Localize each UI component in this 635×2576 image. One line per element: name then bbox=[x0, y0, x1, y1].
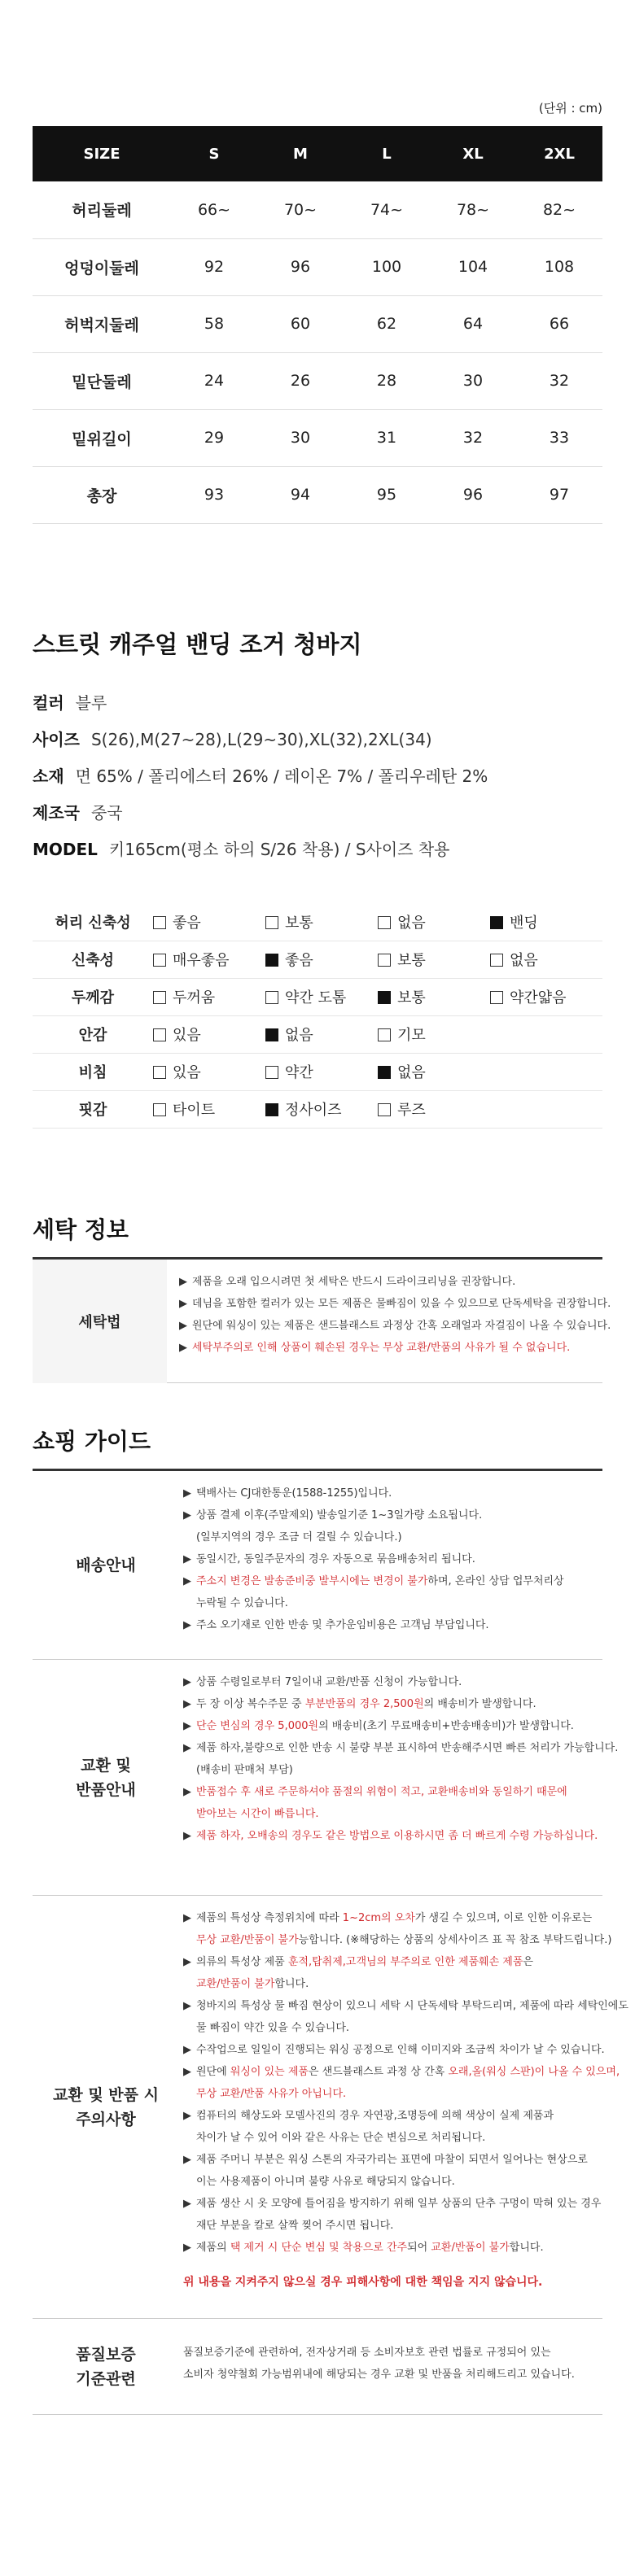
measurement-value: 62 bbox=[344, 295, 430, 352]
table-row bbox=[33, 181, 602, 238]
guide-label-line: 교환 및 반품 시 bbox=[53, 2085, 159, 2104]
info-text: 제품을 오래 입으시려면 첫 세탁은 반드시 드라이크리닝을 권장합니다. bbox=[192, 1276, 516, 1288]
checked-box-icon bbox=[378, 991, 391, 1004]
feature-label: 신축성 bbox=[33, 941, 153, 978]
feature-option bbox=[490, 978, 602, 1015]
bullet-arrow-icon: ▶ bbox=[183, 1742, 191, 1754]
info-line bbox=[183, 1995, 628, 2017]
feature-option bbox=[153, 903, 265, 941]
info-line bbox=[183, 2149, 602, 2171]
feature-label: 핏감 bbox=[33, 1090, 153, 1128]
feature-option bbox=[265, 1053, 378, 1090]
info-text: 단순 변심의 경우 5,000원 bbox=[196, 1720, 319, 1732]
unchecked-box-icon bbox=[265, 1066, 278, 1079]
info-text: 수작업으로 일일이 진행되는 워싱 공정으로 인해 이미지와 조금씩 차이가 날 수 있습니다. bbox=[196, 2044, 605, 2056]
info-text: 품질보증기준에 관련하여, 전자상거래 등 소비자보호 관련 법률로 규정되어 있는 bbox=[183, 2347, 551, 2359]
guide-warning: 위 내용을 지켜주지 않으실 경우 피해사항에 대한 책임을 지지 않습니다. bbox=[183, 2276, 543, 2289]
measurement-value: 104 bbox=[430, 238, 516, 295]
bullet-arrow-icon: ▶ bbox=[179, 1342, 187, 1354]
info-line bbox=[179, 1337, 602, 1359]
feature-option-label: 없음 bbox=[510, 952, 538, 969]
info-line bbox=[183, 1504, 602, 1526]
info-line bbox=[179, 1293, 611, 1315]
feature-label: 비침 bbox=[33, 1053, 153, 1090]
bullet-arrow-icon: ▶ bbox=[183, 2066, 191, 2078]
unchecked-box-icon bbox=[378, 954, 391, 967]
measurement-value: 94 bbox=[257, 466, 344, 523]
unchecked-box-icon bbox=[153, 1103, 166, 1116]
guide-label-text bbox=[76, 2342, 135, 2391]
feature-option-label: 정사이즈 bbox=[285, 1102, 342, 1119]
measurement-label: 허리둘레 bbox=[33, 181, 171, 238]
measurement-label: 밑위길이 bbox=[33, 409, 171, 466]
wash-label: 세탁법 bbox=[33, 1260, 167, 1383]
feature-option-label: 없음 bbox=[397, 1064, 426, 1081]
table-row bbox=[33, 295, 602, 352]
size-header-cell: M bbox=[257, 126, 344, 181]
feature-label: 허리 신축성 bbox=[33, 903, 153, 941]
feature-option bbox=[153, 978, 265, 1015]
info-text: 능합니다. (※해당하는 상품의 상세사이즈 표 꼭 참조 부탁드립니다.) bbox=[298, 1934, 612, 1946]
product-info-value: 면 65% / 폴리에스터 26% / 레이온 7% / 폴리우레탄 2% bbox=[75, 766, 488, 786]
unchecked-box-icon bbox=[153, 991, 166, 1004]
info-text: 동일시간, 동일주문자의 경우 자동으로 묶음배송처리 됩니다. bbox=[196, 1553, 475, 1565]
product-info-key: 사이즈 bbox=[33, 730, 80, 749]
guide-row bbox=[33, 1896, 628, 2319]
info-line bbox=[183, 1929, 612, 1951]
feature-option-label: 좋음 bbox=[285, 952, 313, 969]
feature-label: 안감 bbox=[33, 1015, 153, 1053]
product-info-row bbox=[33, 836, 449, 860]
feature-row bbox=[33, 1090, 602, 1128]
feature-option-label: 약간 bbox=[285, 1064, 313, 1081]
info-line bbox=[183, 1693, 602, 1715]
info-line bbox=[183, 2237, 602, 2259]
info-line bbox=[183, 1614, 602, 1636]
unchecked-box-icon bbox=[490, 954, 503, 967]
info-line bbox=[183, 2017, 602, 2039]
guide-section-title: 쇼핑 가이드 bbox=[33, 1428, 151, 1455]
feature-option bbox=[378, 978, 490, 1015]
measurement-value: 28 bbox=[344, 352, 430, 409]
measurement-label: 총장 bbox=[33, 466, 171, 523]
info-text: 부분반품의 경우 2,500원 bbox=[304, 1698, 424, 1710]
info-text: 1~2cm의 오차 bbox=[342, 1912, 415, 1924]
info-line bbox=[183, 1526, 602, 1548]
bullet-arrow-icon: ▶ bbox=[183, 1912, 191, 1924]
info-text: 물 빠짐이 약간 있을 수 있습니다. bbox=[196, 2022, 350, 2034]
info-line bbox=[183, 1781, 602, 1803]
measurement-value: 30 bbox=[430, 352, 516, 409]
product-info-row bbox=[33, 800, 123, 823]
info-line bbox=[183, 2039, 605, 2061]
feature-option-label: 보통 bbox=[397, 952, 426, 969]
feature-option-label: 두꺼움 bbox=[173, 989, 216, 1006]
guide-label-line: 주의사항 bbox=[76, 2110, 136, 2128]
info-text: 원단에 워싱이 있는 제품은 샌드블래스트 과정상 간혹 오래얼과 자걸짐이 나올 수 있습니다. bbox=[192, 1320, 611, 1332]
product-info-value: 중국 bbox=[90, 803, 123, 823]
guide-label-text bbox=[76, 1753, 135, 1802]
guide-label bbox=[33, 1896, 179, 2318]
unchecked-box-icon bbox=[153, 916, 166, 929]
bullet-arrow-icon: ▶ bbox=[183, 1676, 191, 1688]
wash-section-title: 세탁 정보 bbox=[33, 1216, 129, 1243]
guide-label-line: 기준관련 bbox=[76, 2369, 136, 2388]
info-line bbox=[183, 2083, 602, 2105]
info-text: 청바지의 특성상 물 빠짐 현상이 있으니 세탁 시 단독세탁 부탁드리며, 제품에 따라 세탁인에도 bbox=[196, 2000, 628, 2012]
info-text: 은 bbox=[523, 1956, 533, 1968]
info-text: 워싱이 있는 제품 bbox=[230, 2066, 309, 2078]
feature-option bbox=[265, 1015, 378, 1053]
feature-option bbox=[265, 903, 378, 941]
measurement-value: 32 bbox=[516, 352, 602, 409]
bullet-arrow-icon: ▶ bbox=[183, 2044, 191, 2056]
feature-option-label: 기모 bbox=[397, 1027, 426, 1044]
guide-label-line: 반품안내 bbox=[76, 1780, 136, 1799]
info-text: 합니다. bbox=[509, 2242, 544, 2254]
info-text: 반품접수 후 새로 주문하셔야 품절의 위험이 적고, 교환배송비와 동일하기 때문에 bbox=[196, 1786, 567, 1798]
measurement-label: 허벅지둘레 bbox=[33, 295, 171, 352]
info-text: 오래,올(워싱 스판)이 나올 수 있으며, bbox=[448, 2066, 620, 2078]
info-line bbox=[183, 1825, 602, 1847]
info-line bbox=[179, 1315, 611, 1337]
info-text: 주소지 변경은 발송준비중 발부시에는 변경이 불가 bbox=[196, 1575, 428, 1587]
product-info-value: S(26),M(27~28),L(29~30),XL(32),2XL(34) bbox=[90, 730, 432, 749]
product-info-row bbox=[33, 727, 432, 750]
feature-label: 두께감 bbox=[33, 978, 153, 1015]
size-header-cell: XL bbox=[430, 126, 516, 181]
unchecked-box-icon bbox=[265, 991, 278, 1004]
checked-box-icon bbox=[265, 954, 278, 967]
info-text: 택배사는 CJ대한통운(1588-1255)입니다. bbox=[196, 1487, 392, 1500]
info-line bbox=[183, 1737, 619, 1759]
info-line bbox=[183, 1482, 602, 1504]
feature-option-label: 약간얇음 bbox=[510, 989, 567, 1006]
measurement-value: 74~ bbox=[344, 181, 430, 238]
info-text: 데님을 포함한 컬러가 있는 모든 제품은 물빠짐이 있을 수 있으므로 단독세탁을 권장합니다. bbox=[192, 1298, 611, 1310]
feature-option-label: 루즈 bbox=[397, 1102, 426, 1119]
info-line bbox=[183, 1951, 602, 1973]
guide-body bbox=[183, 2342, 602, 2386]
info-text: (배송비 판매처 부담) bbox=[196, 1764, 293, 1776]
feature-option-label: 약간 도톰 bbox=[285, 989, 347, 1006]
table-row bbox=[33, 238, 602, 295]
info-line bbox=[183, 1759, 602, 1781]
measurement-value: 70~ bbox=[257, 181, 344, 238]
size-header-cell: L bbox=[344, 126, 430, 181]
info-text: 차이가 날 수 있어 이와 같은 사유는 단순 변심으로 처리됩니다. bbox=[196, 2132, 486, 2144]
info-text: 무상 교환/반품의 사유가 될 수 없습니다. bbox=[383, 1342, 571, 1354]
info-text: 의류의 특성상 제품 bbox=[196, 1956, 288, 1968]
size-table bbox=[33, 126, 602, 524]
feature-option-label: 있음 bbox=[173, 1027, 201, 1044]
measurement-value: 108 bbox=[516, 238, 602, 295]
guide-row bbox=[33, 1660, 619, 1896]
info-line bbox=[183, 1803, 602, 1825]
feature-row bbox=[33, 903, 602, 941]
unchecked-box-icon bbox=[265, 916, 278, 929]
info-text: 훈적,탑취제,고객님의 부주의로 인한 제품훼손 제품 bbox=[287, 1956, 523, 1968]
feature-option bbox=[378, 903, 490, 941]
guide-body bbox=[183, 1482, 602, 1636]
feature-option-label: 보통 bbox=[397, 989, 426, 1006]
info-text: 제품 하자,불량으로 인한 반송 시 불량 부분 표시하여 반송해주시면 빠른 처리가 가능합니다. bbox=[196, 1742, 619, 1754]
info-text: 택 제거 시 단순 변심 및 착용으로 간주 bbox=[230, 2242, 408, 2254]
guide-row bbox=[33, 1471, 602, 1660]
feature-option bbox=[378, 941, 490, 978]
feature-option bbox=[490, 941, 602, 978]
measurement-value: 100 bbox=[344, 238, 430, 295]
feature-option bbox=[153, 1053, 265, 1090]
info-line bbox=[183, 1548, 602, 1570]
product-info-key: MODEL bbox=[33, 840, 98, 859]
info-text: 주소 오기재로 인한 반송 및 추가운임비용은 고객님 부담입니다. bbox=[196, 1619, 489, 1631]
info-text: 제품의 bbox=[196, 2242, 230, 2254]
info-text: 두 장 이상 복수주문 중 bbox=[196, 1698, 305, 1710]
measurement-value: 97 bbox=[516, 466, 602, 523]
info-text: 합니다. bbox=[274, 1978, 309, 1990]
bullet-arrow-icon: ▶ bbox=[183, 2198, 191, 2210]
guide-label-text bbox=[53, 2083, 159, 2132]
size-header-cell: S bbox=[171, 126, 257, 181]
product-info-key: 컬러 bbox=[33, 693, 64, 713]
size-header-cell: SIZE bbox=[33, 126, 171, 181]
checked-box-icon bbox=[378, 1066, 391, 1079]
feature-option bbox=[153, 1015, 265, 1053]
measurement-value: 31 bbox=[344, 409, 430, 466]
measurement-value: 82~ bbox=[516, 181, 602, 238]
feature-row bbox=[33, 941, 602, 978]
info-line bbox=[183, 1592, 602, 1614]
feature-option-label: 없음 bbox=[397, 914, 426, 932]
info-text: 무상 교환/반품 사유가 아닙니다. bbox=[196, 2088, 347, 2100]
feature-option-label: 타이트 bbox=[173, 1102, 216, 1119]
bullet-arrow-icon: ▶ bbox=[183, 1509, 191, 1522]
bullet-arrow-icon: ▶ bbox=[179, 1298, 187, 1310]
measurement-value: 58 bbox=[171, 295, 257, 352]
feature-table bbox=[33, 903, 602, 1129]
bullet-arrow-icon: ▶ bbox=[179, 1276, 187, 1288]
unit-label: (단위 : cm) bbox=[538, 101, 602, 116]
guide-row bbox=[33, 2319, 602, 2415]
measurement-value: 64 bbox=[430, 295, 516, 352]
info-text: 재단 부분을 칼로 살짝 찢어 주시면 됩니다. bbox=[196, 2220, 394, 2232]
info-line bbox=[183, 1973, 602, 1995]
guide-label bbox=[33, 1660, 179, 1895]
feature-option bbox=[490, 1053, 602, 1090]
info-line bbox=[183, 1570, 602, 1592]
guide-body bbox=[183, 1671, 619, 1847]
info-line bbox=[183, 2061, 620, 2083]
info-text: 제품 주머니 부분은 워싱 스톤의 자국가리는 표면에 마찰이 되면서 일어나는 현상으로 bbox=[196, 2154, 588, 2166]
info-line bbox=[179, 1271, 602, 1293]
unchecked-box-icon bbox=[378, 916, 391, 929]
bullet-arrow-icon: ▶ bbox=[183, 1575, 191, 1587]
feature-option bbox=[265, 941, 378, 978]
product-info-row bbox=[33, 690, 107, 714]
product-info-value: 블루 bbox=[75, 693, 107, 713]
feature-option bbox=[490, 903, 602, 941]
feature-option bbox=[153, 941, 265, 978]
info-text: 가 생길 수 있으며, 이로 인한 이유로는 bbox=[414, 1912, 593, 1924]
unchecked-box-icon bbox=[153, 1066, 166, 1079]
unchecked-box-icon bbox=[378, 1103, 391, 1116]
product-info-row bbox=[33, 763, 488, 787]
info-text: 이는 사용제품이 아니며 불량 사유로 해당되지 않습니다. bbox=[196, 2176, 455, 2188]
measurement-value: 93 bbox=[171, 466, 257, 523]
info-text: 누락될 수 있습니다. bbox=[196, 1597, 288, 1609]
feature-option-label: 매우좋음 bbox=[173, 952, 230, 969]
feature-option bbox=[378, 1053, 490, 1090]
checked-box-icon bbox=[265, 1103, 278, 1116]
guide-body bbox=[183, 1907, 628, 2290]
bullet-arrow-icon: ▶ bbox=[183, 1487, 191, 1500]
measurement-label: 밑단둘레 bbox=[33, 352, 171, 409]
feature-option bbox=[378, 1015, 490, 1053]
info-line bbox=[183, 1715, 602, 1737]
info-text: 제품의 특성상 측정위치에 따라 bbox=[196, 1912, 343, 1924]
info-text: 되어 bbox=[407, 2242, 431, 2254]
info-text: 원단에 bbox=[196, 2066, 230, 2078]
info-text: 받아보는 시간이 빠릅니다. bbox=[196, 1808, 319, 1820]
product-info-key: 소재 bbox=[33, 766, 64, 786]
measurement-value: 78~ bbox=[430, 181, 516, 238]
bullet-arrow-icon: ▶ bbox=[183, 2000, 191, 2012]
measurement-value: 66~ bbox=[171, 181, 257, 238]
feature-option-label: 밴딩 bbox=[510, 914, 538, 932]
guide-label-line: 배송안내 bbox=[76, 1556, 136, 1574]
feature-row bbox=[33, 978, 602, 1015]
info-line bbox=[183, 2215, 602, 2237]
info-line bbox=[183, 2127, 602, 2149]
info-text: 세탁부주의로 인해 상품이 훼손된 경우는 bbox=[192, 1342, 383, 1354]
bullet-arrow-icon: ▶ bbox=[183, 2110, 191, 2122]
size-header-cell: 2XL bbox=[516, 126, 602, 181]
feature-option bbox=[490, 1090, 602, 1128]
guide-label bbox=[33, 1471, 179, 1659]
feature-option-label: 없음 bbox=[285, 1027, 313, 1044]
bullet-arrow-icon: ▶ bbox=[183, 1956, 191, 1968]
info-text: 컴퓨터의 해상도와 모델사진의 경우 자연광,조명등에 의해 색상이 실제 제품과 bbox=[196, 2110, 554, 2122]
feature-option-label: 보통 bbox=[285, 914, 313, 932]
info-line bbox=[183, 1671, 602, 1693]
bullet-arrow-icon: ▶ bbox=[183, 1720, 191, 1732]
unchecked-box-icon bbox=[490, 991, 503, 1004]
feature-option bbox=[265, 1090, 378, 1128]
info-text: 하며, 온라인 상담 업무처리상 bbox=[427, 1575, 564, 1587]
feature-option-label: 좋음 bbox=[173, 914, 201, 932]
guide-label-line: 교환 및 bbox=[81, 1756, 131, 1775]
feature-row bbox=[33, 1015, 602, 1053]
info-text: 상품 수령일로부터 7일이내 교환/반품 신청이 가능합니다. bbox=[196, 1676, 462, 1688]
info-line bbox=[183, 2171, 602, 2193]
info-text: 교환/반품이 불가 bbox=[196, 1978, 275, 1990]
info-line bbox=[183, 2364, 602, 2386]
measurement-value: 29 bbox=[171, 409, 257, 466]
product-info-key: 제조국 bbox=[33, 803, 80, 823]
checked-box-icon bbox=[265, 1028, 278, 1041]
bullet-arrow-icon: ▶ bbox=[183, 1698, 191, 1710]
info-text: 교환/반품이 불가 bbox=[431, 2242, 510, 2254]
product-title: 스트릿 캐주얼 밴딩 조거 청바지 bbox=[33, 631, 362, 658]
bullet-arrow-icon: ▶ bbox=[183, 1830, 191, 1842]
info-text: 상품 결제 이후(주말제외) 발송일기준 1~3일가량 소요됩니다. bbox=[196, 1509, 483, 1522]
checked-box-icon bbox=[490, 916, 503, 929]
measurement-value: 95 bbox=[344, 466, 430, 523]
bullet-arrow-icon: ▶ bbox=[183, 1553, 191, 1565]
measurement-value: 60 bbox=[257, 295, 344, 352]
product-info-value: 키165cm(평소 하의 S/26 착용) / S사이즈 착용 bbox=[108, 840, 450, 859]
bullet-arrow-icon: ▶ bbox=[183, 1619, 191, 1631]
feature-row bbox=[33, 1053, 602, 1090]
measurement-value: 92 bbox=[171, 238, 257, 295]
info-text: 은 샌드블래스트 과정 상 간혹 bbox=[308, 2066, 449, 2078]
feature-option bbox=[265, 978, 378, 1015]
guide-label-text bbox=[76, 1553, 135, 1578]
info-text: 의 배송비가 발생합니다. bbox=[423, 1698, 536, 1710]
info-text: (일부지역의 경우 조금 더 걸릴 수 있습니다.) bbox=[196, 1531, 402, 1543]
info-line bbox=[183, 1907, 602, 1929]
measurement-value: 33 bbox=[516, 409, 602, 466]
info-text: 무상 교환/반품이 불가 bbox=[196, 1934, 299, 1946]
table-row bbox=[33, 466, 602, 523]
guide-label-line: 품질보증 bbox=[76, 2345, 136, 2364]
table-row bbox=[33, 409, 602, 466]
measurement-value: 30 bbox=[257, 409, 344, 466]
feature-option bbox=[378, 1090, 490, 1128]
bullet-arrow-icon: ▶ bbox=[183, 1786, 191, 1798]
measurement-value: 26 bbox=[257, 352, 344, 409]
measurement-value: 32 bbox=[430, 409, 516, 466]
measurement-value: 96 bbox=[257, 238, 344, 295]
guide-label bbox=[33, 2319, 179, 2414]
info-line bbox=[183, 2193, 602, 2215]
info-text: 의 배송비(초기 무료배송비+반송배송비)가 발생합니다. bbox=[318, 1720, 574, 1732]
table-row bbox=[33, 352, 602, 409]
info-line bbox=[183, 2342, 602, 2364]
bullet-arrow-icon: ▶ bbox=[183, 2242, 191, 2254]
info-text: 제품 생산 시 옷 모양에 틀어짐을 방지하기 위해 일부 상품의 단추 구멍이 막혀 있는 경우 bbox=[196, 2198, 602, 2210]
measurement-value: 96 bbox=[430, 466, 516, 523]
unchecked-box-icon bbox=[153, 954, 166, 967]
unchecked-box-icon bbox=[153, 1028, 166, 1041]
info-line bbox=[183, 2105, 602, 2127]
feature-option bbox=[490, 1015, 602, 1053]
bullet-arrow-icon: ▶ bbox=[183, 2154, 191, 2166]
measurement-value: 66 bbox=[516, 295, 602, 352]
info-text: 제품 하자, 오배송의 경우도 같은 방법으로 이용하시면 좀 더 빠르게 수령 가능하십니다. bbox=[196, 1830, 598, 1842]
unchecked-box-icon bbox=[378, 1028, 391, 1041]
bullet-arrow-icon: ▶ bbox=[179, 1320, 187, 1332]
info-text: 소비자 청약철회 가능범위내에 해당되는 경우 교환 및 반품을 처리해드리고 있습니다. bbox=[183, 2369, 575, 2381]
measurement-value: 24 bbox=[171, 352, 257, 409]
feature-option bbox=[153, 1090, 265, 1128]
feature-option-label: 있음 bbox=[173, 1064, 201, 1081]
measurement-label: 엉덩이둘레 bbox=[33, 238, 171, 295]
wash-info bbox=[33, 1260, 611, 1383]
